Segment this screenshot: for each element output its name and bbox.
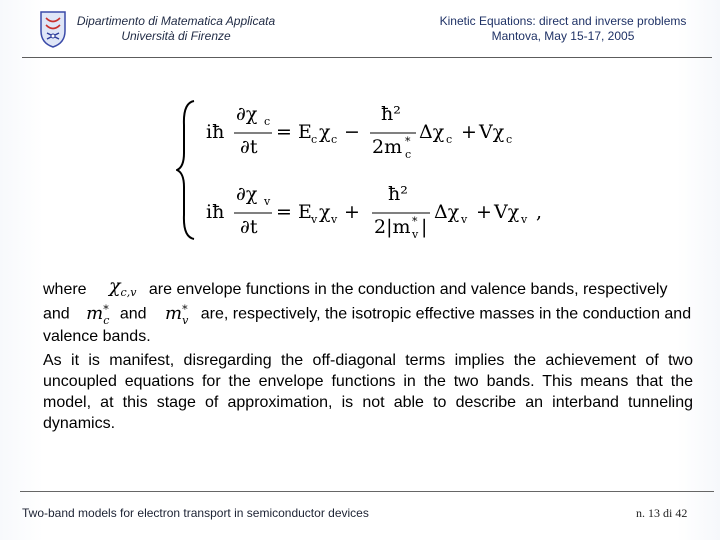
eq1-frac-num: ħ² bbox=[381, 103, 401, 125]
department-name: Dipartimento di Matematica Applicata bbox=[76, 14, 276, 28]
eq2-frac-den-sub: v bbox=[412, 228, 419, 241]
eq1-laplacian: Δχ bbox=[419, 121, 445, 143]
equation-conduction bbox=[206, 103, 512, 161]
department-header bbox=[76, 14, 276, 44]
eq1-lhs-num: ∂χ bbox=[236, 103, 258, 125]
paragraph-conclusion: As it is manifest, disregarding the off-diagonal terms implies the achievement of two uncoupled equations for the envelope functions in the two bands. This means that the model, at this stage of approximation, is not able to describe an interband tunneling dynamics. bbox=[43, 352, 693, 432]
text-effective-masses: are, respectively, the isotropic effective masses in the conduction and valence bands. bbox=[43, 305, 692, 345]
equation-valence bbox=[206, 183, 542, 241]
eq1-potential-sub: c bbox=[506, 133, 513, 146]
eq2-lhs-den: ∂t bbox=[240, 216, 258, 238]
conference-header bbox=[430, 14, 696, 44]
eq2-comma: , bbox=[536, 201, 543, 223]
eq2-plus2: + bbox=[476, 201, 492, 223]
eq2-frac-num: ħ² bbox=[388, 183, 408, 205]
eq1-chi: χ bbox=[319, 121, 331, 143]
word-where: where bbox=[43, 280, 87, 298]
conference-title: Kinetic Equations: direct and inverse problems bbox=[439, 14, 687, 28]
eq2-laplacian-sub: v bbox=[461, 213, 468, 226]
university-name: Università di Firenze bbox=[121, 29, 231, 43]
eq1-frac-den-sup: * bbox=[405, 135, 411, 148]
eq2-frac-den-sup: * bbox=[412, 215, 418, 228]
word-and: and bbox=[119, 305, 147, 323]
eq1-lhs-i: iħ bbox=[206, 121, 225, 143]
eq2-frac-den: 2|m bbox=[374, 216, 411, 238]
eq1-frac-den: 2m bbox=[372, 136, 403, 158]
footer-divider bbox=[20, 491, 714, 492]
chi-symbol: $\chi_{c,v}$ bbox=[109, 275, 137, 300]
left-brace bbox=[177, 101, 194, 239]
paragraph-definitions bbox=[43, 276, 693, 347]
eq2-lhs-num: ∂χ bbox=[236, 183, 258, 205]
eq2-chi: χ bbox=[319, 201, 331, 223]
page-number: n. 13 di 42 bbox=[636, 506, 688, 520]
eq2-frac-den-close: | bbox=[421, 216, 428, 238]
effective-mass-conduction: m * c bbox=[86, 302, 110, 327]
eq2-potential-sub: v bbox=[521, 213, 528, 226]
eq2-plus: + bbox=[344, 201, 360, 223]
eq2-lhs-i: iħ bbox=[206, 201, 225, 223]
eq1-potential: Vχ bbox=[479, 121, 505, 143]
eq1-laplacian-sub: c bbox=[446, 133, 453, 146]
eq1-chi-sub: c bbox=[331, 133, 338, 146]
eq1-lhs-den: ∂t bbox=[240, 136, 258, 158]
eq2-energy-sub: v bbox=[311, 213, 318, 226]
header-divider bbox=[22, 57, 712, 58]
conference-venue-date: Mantova, May 15-17, 2005 bbox=[491, 29, 635, 43]
eq1-lhs-num-sub: c bbox=[264, 115, 271, 128]
eq1-minus: − bbox=[344, 121, 360, 143]
equation-system bbox=[176, 95, 576, 245]
presentation-title: Two-band models for electron transport in semiconductor devices bbox=[22, 506, 369, 520]
eq1-energy-sub: c bbox=[311, 133, 318, 146]
effective-mass-valence: m * v bbox=[165, 302, 189, 327]
eq2-laplacian: Δχ bbox=[434, 201, 460, 223]
eq1-plus: + bbox=[461, 121, 477, 143]
text-envelope: are envelope functions in the conduction and valence bands, respectively and bbox=[43, 280, 668, 323]
eq1-energy: E bbox=[298, 121, 312, 143]
eq1-frac-den-sub: c bbox=[405, 148, 412, 161]
university-logo-icon bbox=[38, 9, 68, 49]
eq1-equals: = bbox=[276, 121, 292, 143]
eq2-energy: E bbox=[298, 201, 312, 223]
eq2-potential: Vχ bbox=[494, 201, 520, 223]
eq2-lhs-num-sub: v bbox=[264, 195, 271, 208]
eq2-chi-sub: v bbox=[331, 213, 338, 226]
eq2-equals: = bbox=[276, 201, 292, 223]
